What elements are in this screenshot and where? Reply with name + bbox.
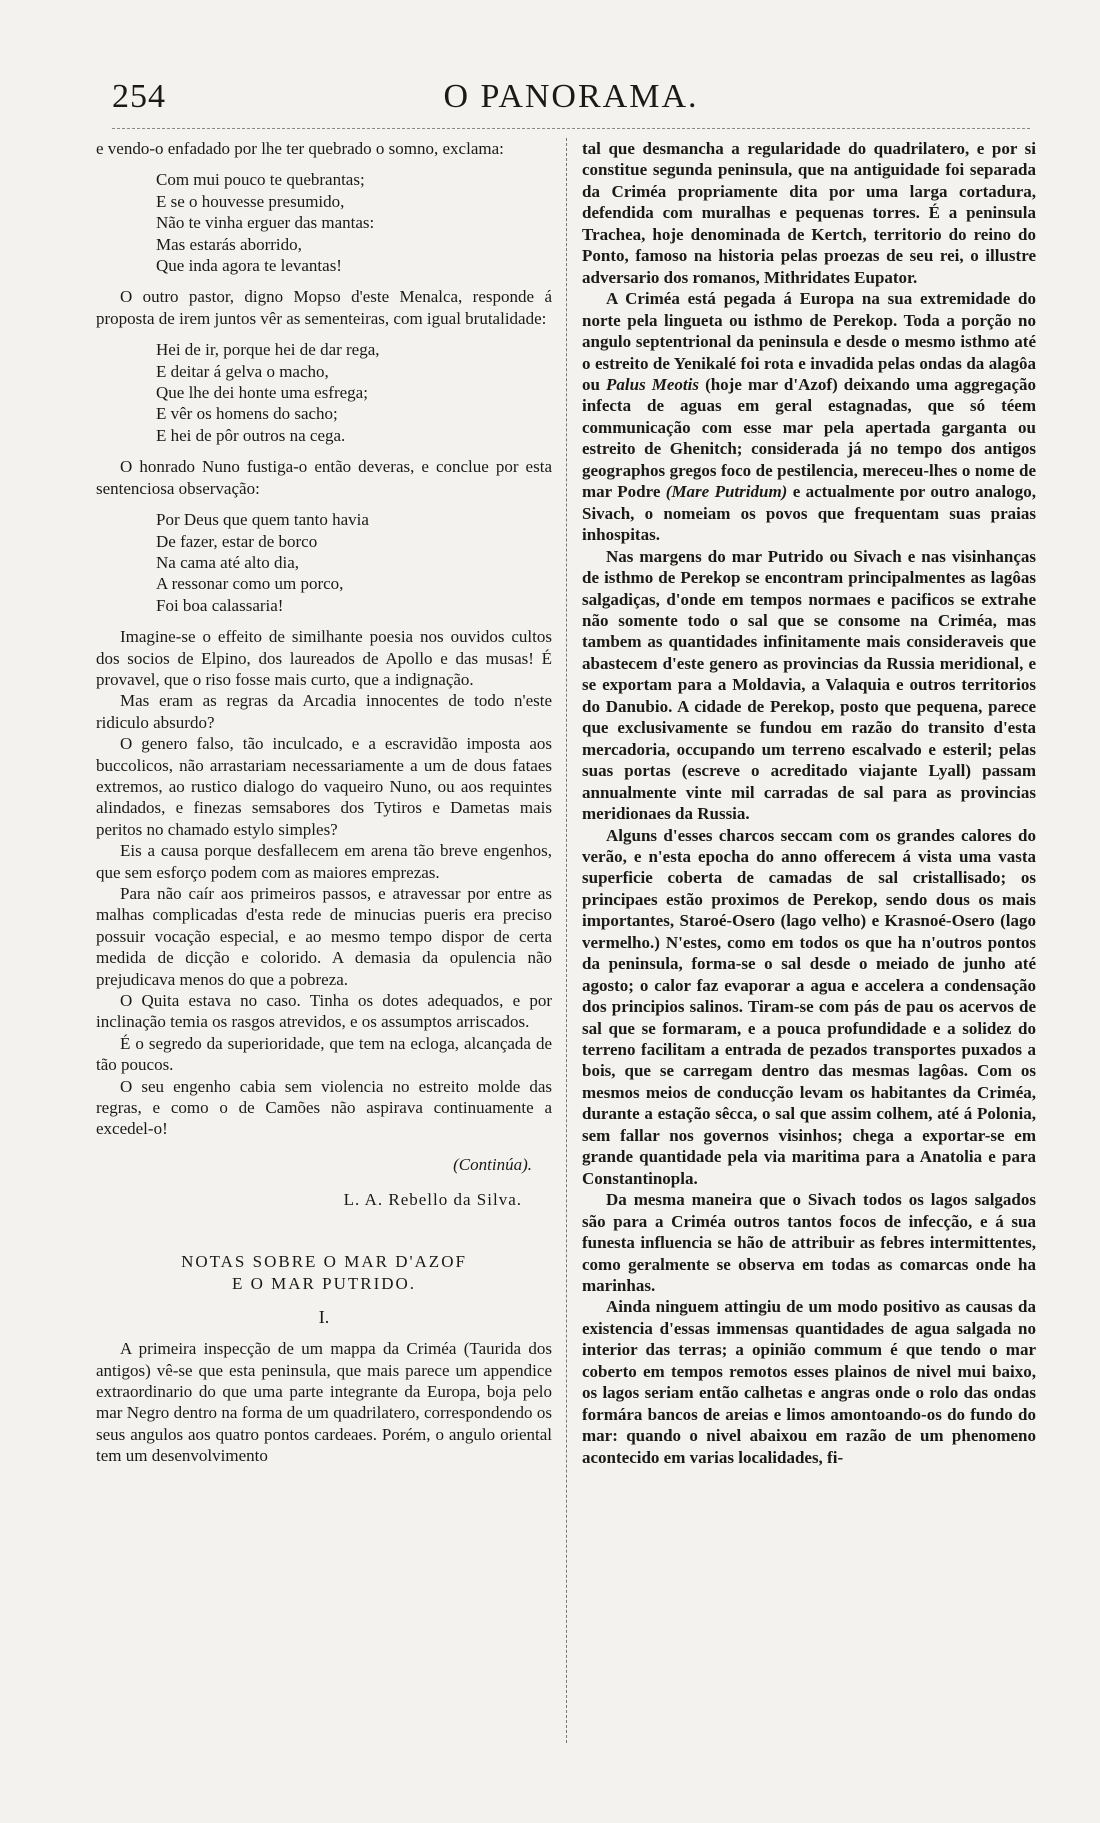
verse-line: E se o houvesse presumido,	[156, 191, 345, 211]
verse-line: Não te vinha erguer das mantas:	[156, 213, 375, 233]
verse-line: Com mui pouco te quebrantas;	[156, 170, 365, 190]
verse-line: Que inda agora te levantas!	[156, 256, 342, 276]
paragraph: Alguns d'esses charcos seccam com os grandes calores do verão, e n'esta epocha do anno offerecem á vista uma vasta superficie coberta de camadas de sal cristallisado; os principaes estão proximos de Perekop, sendo dous os mais importantes, Staroé-Osero (lago velho) e Krasnoé-Osero (lago vermelho.) N'estes, como em todos os que ha n'outros pontos da peninsula, forma-se o sal desde o meiado de junho até agosto; o calor faz evaporar a agua e accelera a condensação dos principios salinos. Tiram-se com pás de pau os acervos de sal que se formaram, e a pouca profundidade e a solidez do terreno facilitam a entrada de pezados transportes puxados a bois, que se carregam dentro das mesmas lagôas. Com os mesmos meios de conducção levam os habitantes da Criméa, durante a estação sêcca, o sal que assim colhem, até á Polonia, sem fallar nos governos visinhos; chega a exportar-se em grande quantidade pela via maritima para a Anatolia e para Constantinopla.	[582, 825, 1036, 1188]
continua-note: (Continúa).	[453, 1154, 532, 1174]
verse-line: Por Deus que quem tanto havia	[156, 510, 369, 530]
paragraph: Mas eram as regras da Arcadia innocentes de todo n'este ridiculo absurdo?	[96, 691, 552, 732]
page-header	[112, 78, 1030, 126]
italic-term: (Mare Putridum)	[665, 482, 788, 502]
paragraph: Da mesma maneira que o Sivach todos os lagos salgados são para a Criméa outros tantos focos de infecção, e á sua funesta influencia se hão de attribuir as febres intermittentes, como geralmente se observa em todas as comarcas onde ha marinhas.	[582, 1190, 1036, 1296]
paragraph: O genero falso, tão inculcado, e a escravidão imposta aos buccolicos, não arrastariam necessariamente a um de dous fataes extremos, ao rustico dialogo do vaqueiro Nuno, ou aos requintes alindados, e finezas semsabores dos Tytiros e Dametas mais peritos no chamado estylo simples?	[96, 734, 552, 839]
text-run: (hoje mar d'Azof) deixando uma aggregação infecta de aguas em geral estagnadas, que só téem communicação com esse mar pela apertada garganta ou estreito de Ghenitch; considerada já no tempo dos antigos geographos gregos foco de pestilencia, mereceu-lhes o nome de mar Podre	[582, 374, 1036, 502]
section-title-line-1: NOTAS SOBRE O MAR D'AZOF	[181, 1251, 467, 1271]
paragraph: O outro pastor, digno Mopso d'este Menalca, responde á proposta de irem juntos vêr as sementeiras, com igual brutalidade:	[96, 287, 552, 328]
verse-line: Mas estarás aborrido,	[156, 234, 302, 254]
verse-line: E deitar á gelva o macho,	[156, 361, 329, 381]
paragraph: O honrado Nuno fustiga-o então deveras, e conclue por esta sentenciosa observação:	[96, 457, 552, 498]
paragraph: Eis a causa porque desfallecem em arena tão breve engenhos, que sem esforço podem com as maiores emprezas.	[96, 841, 552, 882]
text-run: A Criméa está pegada á Europa na sua extremidade do norte pela lingueta ou isthmo de Perekop. Toda a porção no angulo septentrional da peninsula e desde o mesmo isthmo até o estreito de Yenikalé foi rota e invadida pelas ondas da alagôa ou	[582, 289, 1036, 394]
left-column	[96, 138, 552, 1467]
verse-line: Na cama até alto dia,	[156, 552, 300, 572]
verse-line: Hei de ir, porque hei de dar rega,	[156, 340, 380, 360]
right-column	[582, 138, 1036, 1468]
journal-title: O PANORAMA.	[443, 78, 699, 115]
paragraph: A primeira inspecção de um mappa da Criméa (Taurida dos antigos) vê-se que esta peninsula, que mais parece um appendice extraordinario do que uma parte integrante da Europa, boja pelo mar Negro dentro na forma de um quadrilatero, correspondendo os seus angulos aos quatro pontos cardeaes. Porém, o angulo oriental tem um desenvolvimento	[96, 1339, 552, 1466]
paragraph: O Quita estava no caso. Tinha os dotes adequados, e por inclinação temia os rasgos atrevidos, e os assumptos arriscados.	[96, 991, 552, 1032]
verse-line: E vêr os homens do sacho;	[156, 404, 338, 424]
verse-line: Que lhe dei honte uma esfrega;	[156, 383, 368, 403]
section-title-line-2: E O MAR PUTRIDO.	[231, 1273, 417, 1293]
verse-line: A ressonar como um porco,	[156, 574, 344, 594]
verse-stanza-1	[156, 169, 552, 276]
text-run: e actualmente por outro analogo, Sivach, o nomeiam os povos que frequentam suas praias inhospitas.	[582, 482, 1036, 545]
verse-line: E hei de pôr outros na cega.	[156, 425, 346, 445]
author-signature: L. A. Rebello da Silva.	[343, 1190, 522, 1210]
page-number: 254	[112, 78, 166, 115]
text-columns	[96, 138, 1040, 1788]
paragraph: Para não caír aos primeiros passos, e atravessar por entre as malhas complicadas d'esta rede de minucias pueris era preciso possuir vocação especial, e ao mesmo tempo dispor de certa medida de dicção e colorido. A demasia da opulencia não prejudicava menos do que a pobreza.	[96, 884, 552, 989]
paragraph: tal que desmancha a regularidade do quadrilatero, e por si constitue segunda peninsula, que na antiguidade foi separada da Criméa propriamente dita por uma larga cortadura, defendida com muralhas e pequenas torres. É a peninsula Trachea, hoje denominada de Kertch, territorio do reino do Ponto, famoso na historia pelas proezas de seu rei, o illustre adversario dos romanos, Mithridates Eupator.	[582, 139, 1036, 287]
intro-paragraph: e vendo-o enfadado por lhe ter quebrado o somno, exclama:	[96, 139, 504, 158]
paragraph	[582, 288, 1036, 545]
paragraph: O seu engenho cabia sem violencia no estreito molde das regras, e como o de Camões não aspirava continuamente a excedel-o!	[96, 1076, 552, 1139]
paragraph: É o segredo da superioridade, que tem na ecloga, alcançada de tão poucos.	[96, 1033, 552, 1075]
verse-line: Foi boa calassaria!	[156, 595, 284, 615]
header-rule	[112, 128, 1030, 129]
paragraph: Imagine-se o effeito de similhante poesia nos ouvidos cultos dos socios de Elpino, dos laureados de Apollo e das musas! É provavel, que o riso fosse mais curto, que a indignação.	[96, 627, 552, 689]
verse-line: De fazer, estar de borco	[156, 531, 318, 551]
verse-stanza-2	[156, 339, 552, 446]
column-divider	[566, 138, 567, 1743]
section-number: I.	[318, 1306, 330, 1327]
verse-stanza-3	[156, 509, 552, 616]
paragraph: Ainda ninguem attingiu de um modo positivo as causas da existencia d'essas immensas quantidades de agua salgada no interior das terras; a opinião commum é que tendo o mar coberto em tempos remotos esses plainos de nivel mui baixo, os lagos seriam então calhetas e angras onde o rolo das ondas formára bancos de areias e limos amontoando-os do fundo do mar: quando o nivel abaixou em razão de um phenomeno acontecido em varias localidades, fi-	[582, 1297, 1036, 1467]
italic-term: Palus Meotis	[606, 374, 699, 394]
paragraph: Nas margens do mar Putrido ou Sivach e nas visinhanças de isthmo de Perekop se encontram principalmentes as lagôas salgadiças, d'onde em tempos normaes e pacificos se extrahe não somente todo o sal que se consome na Criméa, mas tambem as quantidades infinitamente mais consideraveis que abastecem d'este genero as provincias da Russia meridional, e se exportam para a Moldavia, a Valaquia e outros territorios do Danubio. A cidade de Perekop, posto que pequena, parece que exclusivamente se fundou em razão do transito d'esta mercadoria, occupando um terreno escalvado e esteril; pelas suas portas (escreve o acreditado viajante Lyall) passam annualmente vinte mil carradas de sal para as provincias meridionaes da Russia.	[582, 546, 1036, 824]
